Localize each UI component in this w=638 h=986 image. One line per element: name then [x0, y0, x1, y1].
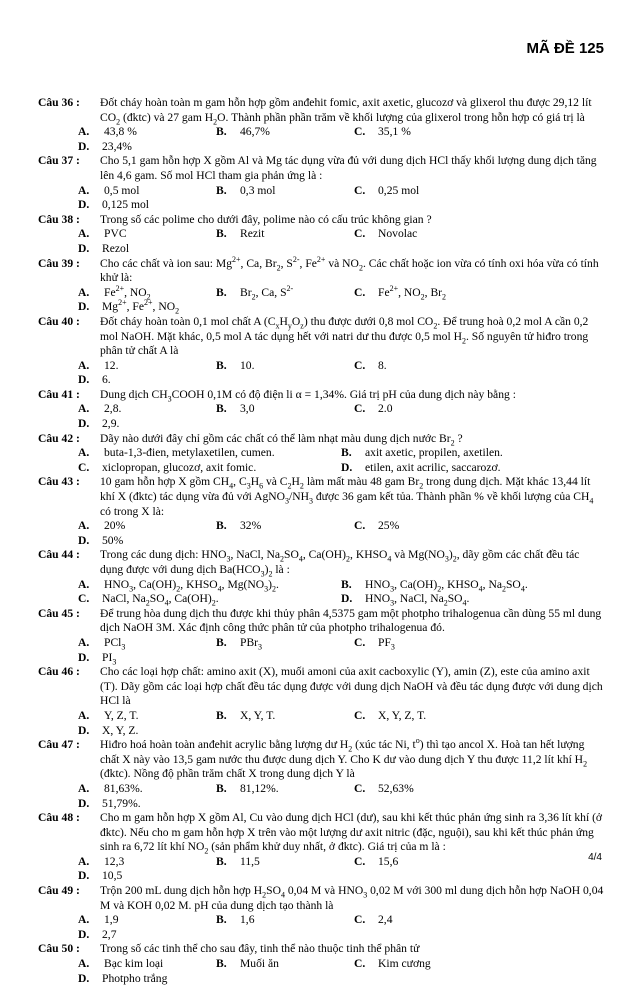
- option-letter: D.: [78, 869, 90, 883]
- answer-option: [78, 461, 341, 476]
- answer-options: [38, 636, 604, 665]
- option-letter: C.: [354, 635, 366, 649]
- option-text: 25%: [378, 519, 400, 533]
- option-letter: D.: [78, 927, 90, 941]
- answer-option: [354, 709, 492, 724]
- question-list: [38, 96, 604, 986]
- question-text: Cho 5,1 gam hỗn hợp X gồm Al và Mg tác dụng vừa đủ với dung dịch HCl thấy khối lượng dung dịch tăng lên 4,6 gam. Số mol HCl tham gia phản ứng là :: [100, 154, 597, 182]
- question-text: Đốt cháy hoàn toàn 0,1 mol chất A $(C_xH_yO_z)$ thu được dưới 0,8 mol $CO_2$. Để trung hoà 0,2 mol A cần 0,2 mol NaOH. Mặt khác, 0,5 mol A tác dụng hết với natri dư thu được 0,5 mol $H_2$. Số nguyên tử hiđro trong phân tử chất A là: [100, 314, 589, 358]
- option-text: 0,3 mol: [240, 183, 276, 197]
- question-text: Hiđro hoá hoàn toàn anđehit acrylic bằng lượng dư $H_2$ (xúc tác Ni, $t^o$) thì tạo ancol X. Hoà tan hết lượng chất X này vào 13,5 gam nước thu được dung dịch Y. Cho K dư vào dung dịch Y thu được 11,2 lít khí $H_2$ (đktc). Nồng độ phần trăm chất X trong dung dịch Y là: [100, 736, 588, 781]
- option-text: 0,25 mol: [378, 183, 420, 197]
- option-letter: C.: [78, 460, 90, 474]
- answer-option: [354, 957, 492, 972]
- question-number: Câu 49 :: [38, 884, 80, 898]
- answer-option: [216, 782, 354, 797]
- option-text: $Br_2$, Ca, $S^{2-}$: [240, 283, 294, 302]
- answer-options: [38, 913, 604, 942]
- option-text: X, Y, Z, T.: [378, 708, 427, 722]
- option-letter: C.: [354, 913, 366, 927]
- option-letter: C.: [354, 854, 366, 868]
- option-text: 52,63%: [378, 781, 414, 795]
- option-letter: D.: [78, 723, 90, 737]
- answer-option: [78, 359, 216, 374]
- answer-options: [38, 402, 604, 431]
- option-text: 0,5 mol: [104, 183, 140, 197]
- question: [38, 388, 604, 432]
- option-text: 20%: [104, 519, 126, 533]
- question: [38, 154, 604, 212]
- option-letter: B.: [216, 708, 227, 722]
- option-letter: A.: [78, 854, 90, 868]
- answer-options: [38, 184, 604, 213]
- answer-option: [216, 709, 354, 724]
- option-text: $Fe^{2+}$, $NO_2$: [104, 283, 151, 302]
- answer-option: [78, 184, 216, 199]
- option-letter: A.: [78, 285, 90, 299]
- option-letter: B.: [216, 913, 227, 927]
- option-letter: D.: [78, 533, 90, 547]
- option-text: 8.: [378, 358, 387, 372]
- answer-options: [38, 283, 604, 316]
- option-letter: C.: [354, 781, 366, 795]
- question: [38, 607, 604, 665]
- answer-option: [216, 184, 354, 199]
- question-stem: [38, 942, 604, 957]
- answer-option: [78, 417, 216, 432]
- option-letter: A.: [78, 125, 90, 139]
- option-letter: D.: [78, 971, 90, 985]
- answer-option: [216, 913, 354, 928]
- option-text: $HNO_3$, $Ca(OH)_2$, $KHSO_4$, $Na_2SO_4$.: [365, 577, 528, 593]
- option-letter: A.: [78, 913, 90, 927]
- question-text: Cho m gam hỗn hợp X gồm Al, Cu vào dung dịch HCl (dư), sau khi kết thúc phản ứng sinh ra 3,36 lít khí (ở đktc). Nếu cho m gam hỗn hợp X trên vào một lượng dư axit nitric (đặc, nguội), sau khi kết thúc phản ứng sinh ra 6,72 lít khí $NO_2$ (sản phẩm khử duy nhất, ở đktc). Giá trị của m là :: [100, 811, 603, 856]
- question-text: Trong số các tinh thể cho sau đây, tinh thể nào thuộc tinh thể phân tử: [100, 942, 420, 956]
- question-stem: [38, 475, 604, 519]
- option-letter: A.: [78, 358, 90, 372]
- answer-option: [78, 242, 216, 257]
- option-text: 81,12%.: [240, 781, 279, 795]
- option-text: buta-1,3-đien, metylaxetilen, cumen.: [104, 446, 275, 460]
- answer-options: [38, 519, 604, 548]
- question-stem: [38, 738, 604, 782]
- option-text: 6.: [102, 373, 111, 387]
- answer-option: [216, 636, 354, 651]
- option-letter: C.: [354, 125, 366, 139]
- question: [38, 254, 604, 316]
- option-letter: D.: [78, 198, 90, 212]
- option-text: X, Y, Z.: [102, 723, 139, 737]
- option-text: 12,3: [104, 854, 125, 868]
- question-stem: [38, 213, 604, 228]
- option-letter: A.: [78, 227, 90, 241]
- option-text: 35,1 %: [378, 125, 411, 139]
- option-text: Rezit: [240, 227, 265, 241]
- option-text: X, Y, T.: [240, 708, 276, 722]
- question-number: Câu 39 :: [38, 256, 80, 270]
- option-letter: B.: [216, 854, 227, 868]
- option-text: 81,63%.: [104, 781, 143, 795]
- question-number: Câu 38 :: [38, 212, 80, 226]
- answer-option: [78, 578, 341, 593]
- question-stem: [38, 811, 604, 855]
- question-stem: [38, 607, 604, 636]
- option-text: PVC: [104, 227, 127, 241]
- option-letter: D.: [341, 592, 353, 606]
- answer-options: [38, 359, 604, 388]
- option-letter: C.: [354, 402, 366, 416]
- answer-option: [78, 198, 216, 213]
- question-text: 10 gam hỗn hợp X gồm $CH_4$, $C_3H_6$ và $C_2H_2$ làm mất màu 48 gam $Br_2$ trong dung dịch. Mặt khác 13,44 lít khí X (đktc) tác dụng vừa đủ với $AgNO_3/NH_3$ được 36 gam kết tủa. Thành phần % về khối lượng của $CH_4$ có trong X là:: [100, 475, 594, 518]
- option-text: 2,7: [102, 927, 117, 941]
- question: [38, 432, 604, 476]
- question-number: Câu 42 :: [38, 431, 80, 445]
- question-number: Câu 43 :: [38, 475, 80, 489]
- question: [38, 738, 604, 811]
- question-number: Câu 41 :: [38, 387, 80, 401]
- option-letter: A.: [78, 781, 90, 795]
- question-stem: [38, 96, 604, 125]
- answer-option: [78, 125, 216, 140]
- option-text: PCl$_3$: [104, 635, 126, 652]
- option-text: 2,9.: [102, 417, 120, 431]
- answer-option: [216, 227, 354, 242]
- option-text: Novolac: [378, 227, 418, 241]
- answer-option: [216, 957, 354, 972]
- option-letter: B.: [216, 285, 227, 299]
- answer-option: [354, 913, 492, 928]
- option-text: $HNO_3$, NaCl, $Na_2SO_4$.: [365, 592, 470, 608]
- answer-option: [78, 972, 216, 986]
- answer-option: [78, 782, 216, 797]
- answer-option: [354, 402, 492, 417]
- answer-option: [78, 855, 216, 870]
- question-number: Câu 40 :: [38, 314, 80, 328]
- question-text: Cho các loại hợp chất: amino axit (X), muối amoni của axit cacboxylic (Y), amin (Z), este của amino axit (T). Dãy gồm các loại hợp chất đều tác dụng được với dung dịch NaOH và đều tác dụng được với dung dịch HCl là: [100, 665, 603, 708]
- answer-option: [78, 913, 216, 928]
- answer-option: [216, 402, 354, 417]
- answer-option: [78, 869, 216, 884]
- question-number: Câu 47 :: [38, 738, 80, 752]
- option-letter: A.: [78, 446, 90, 460]
- question-number: Câu 48 :: [38, 811, 80, 825]
- option-letter: D.: [78, 241, 90, 255]
- option-letter: A.: [78, 519, 90, 533]
- option-text: xiclopropan, glucozơ, axit fomic.: [102, 460, 257, 474]
- question-text: Cho các chất và ion sau: $Mg^{2+}$, Ca, $Br_2$, $S^{2-}$, $Fe^{2+}$ và $NO_2$. Các chất hoặc ion vừa có tính oxi hóa vừa có tính khử là:: [100, 254, 599, 285]
- answer-option: [216, 359, 354, 374]
- answer-option: [78, 724, 216, 739]
- answer-option: [78, 928, 216, 943]
- option-letter: D.: [78, 300, 90, 314]
- option-letter: D.: [341, 460, 353, 474]
- option-letter: A.: [78, 183, 90, 197]
- question-text: Trộn 200 mL dung dịch hỗn hợp $H_2SO_4$ 0,04 M và $HNO_3$ 0,02 M với 300 ml dung dịch hỗn hợp NaOH 0,04 M và KOH 0,02 M. pH của dung dịch tạo thành là: [100, 884, 604, 912]
- question-number: Câu 36 :: [38, 96, 80, 109]
- option-text: PBr$_3$: [240, 635, 263, 652]
- question-stem: [38, 254, 604, 286]
- option-letter: B.: [216, 957, 227, 971]
- page-number: 4/4: [588, 852, 602, 863]
- answer-options: [38, 125, 604, 154]
- option-text: axit axetic, propilen, axetilen.: [365, 446, 503, 460]
- question: [38, 942, 604, 986]
- answer-option: [354, 227, 492, 242]
- answer-option: [78, 227, 216, 242]
- question-stem: [38, 315, 604, 359]
- option-text: Muối ăn: [240, 957, 279, 971]
- answer-option: [78, 797, 216, 812]
- question-number: Câu 37 :: [38, 154, 80, 168]
- answer-option: [78, 140, 216, 155]
- option-letter: B.: [216, 402, 227, 416]
- option-letter: B.: [216, 183, 227, 197]
- option-text: 50%: [102, 533, 124, 547]
- answer-option: [354, 184, 492, 199]
- option-letter: C.: [354, 358, 366, 372]
- option-letter: B.: [216, 635, 227, 649]
- answer-option: [341, 578, 604, 593]
- option-text: 12.: [104, 358, 119, 372]
- option-text: 15,6: [378, 854, 399, 868]
- option-letter: D.: [78, 650, 90, 664]
- question-text: Trong số các polime cho dưới đây, polime nào có cấu trúc không gian ?: [100, 212, 432, 226]
- option-letter: C.: [78, 592, 90, 606]
- answer-option: [78, 373, 216, 388]
- option-text: $HNO_3$, $Ca(OH)_2$, $KHSO_4$, $Mg(NO_3)_2$.: [104, 577, 279, 593]
- answer-option: [78, 957, 216, 972]
- option-text: NaCl, $Na_2SO_4$, $Ca(OH)_2$.: [102, 592, 219, 608]
- answer-option: [78, 446, 341, 461]
- option-letter: D.: [78, 373, 90, 387]
- question-stem: [38, 388, 604, 403]
- question: [38, 811, 604, 884]
- answer-options: [38, 578, 604, 607]
- answer-option: [78, 592, 341, 607]
- option-letter: A.: [78, 635, 90, 649]
- answer-option: [354, 855, 492, 870]
- option-text: 32%: [240, 519, 262, 533]
- option-text: 2,4: [378, 913, 393, 927]
- answer-option: [78, 534, 216, 549]
- answer-options: [38, 957, 604, 986]
- answer-options: [38, 782, 604, 811]
- question: [38, 315, 604, 388]
- option-text: 0,125 mol: [102, 198, 150, 212]
- answer-option: [216, 855, 354, 870]
- answer-option: [341, 461, 604, 476]
- question-text: Để trung hòa dung dịch thu được khi thủy phân 4,5375 gam một photpho trihalogenua cần dùng 55 ml dung dịch NaOH 3M. Xác định công thức phân tử của photpho trihalogenua đó.: [100, 606, 602, 635]
- answer-options: [38, 709, 604, 738]
- question-stem: [38, 548, 604, 577]
- option-letter: C.: [354, 957, 366, 971]
- option-letter: A.: [78, 708, 90, 722]
- option-letter: C.: [354, 708, 366, 722]
- answer-option: [78, 300, 216, 315]
- question-text: Trong các dung dịch: $HNO_3$, NaCl, $Na_2SO_4$, $Ca(OH)_2$, $KHSO_4$ và $Mg(NO_3)_2$, dãy gồm các chất đều tác dụng được với dung dịch $Ba(HCO_3)_2$ là :: [100, 548, 580, 579]
- option-letter: B.: [216, 781, 227, 795]
- option-letter: B.: [216, 227, 227, 241]
- question: [38, 548, 604, 606]
- answer-options: [38, 855, 604, 884]
- answer-option: [354, 636, 492, 651]
- option-text: 51,79%.: [102, 796, 141, 810]
- answer-option: [354, 125, 492, 140]
- option-text: 2.0: [378, 402, 393, 416]
- question-stem: [38, 154, 604, 183]
- option-letter: C.: [354, 183, 366, 197]
- option-letter: A.: [78, 577, 90, 591]
- answer-option: [216, 283, 354, 302]
- option-letter: C.: [354, 285, 366, 299]
- question-stem: [38, 665, 604, 709]
- answer-option: [78, 519, 216, 534]
- question-stem: [38, 884, 604, 913]
- option-text: 43,8 %: [104, 125, 137, 139]
- option-text: 1,6: [240, 913, 255, 927]
- option-letter: C.: [354, 227, 366, 241]
- answer-option: [216, 519, 354, 534]
- option-text: $PF_3$: [378, 635, 395, 652]
- option-letter: B.: [341, 446, 352, 460]
- option-letter: C.: [354, 519, 366, 533]
- option-text: Y, Z, T.: [104, 708, 139, 722]
- exam-code: MÃ ĐỀ 125: [526, 40, 604, 57]
- question-stem: [38, 432, 604, 447]
- answer-option: [341, 592, 604, 607]
- answer-option: [78, 636, 216, 651]
- option-letter: B.: [216, 519, 227, 533]
- question-number: Câu 44 :: [38, 548, 80, 562]
- option-letter: B.: [341, 577, 352, 591]
- question-number: Câu 50 :: [38, 942, 80, 956]
- option-letter: A.: [78, 402, 90, 416]
- question-text: Đốt cháy hoàn toàn m gam hỗn hợp gồm anđehit fomic, axit axetic, glucozơ và glixerol thu được 29,12 lít $CO_2$ (đktc) và 27 gam $H_2O$. Thành phần phần trăm về khối lượng của glixerol trong hỗn hợp có giá trị là: [100, 96, 592, 126]
- question: [38, 665, 604, 738]
- option-text: $Mg^{2+}$, $Fe^{2+}$, $NO_2$: [102, 298, 180, 316]
- option-text: 1,9: [104, 913, 119, 927]
- question-text: Dãy nào dưới đây chỉ gồm các chất có thể làm nhạt màu dung dịch nước $Br_2$ ?: [100, 431, 463, 447]
- answer-option: [78, 709, 216, 724]
- option-text: Kim cương: [378, 957, 431, 971]
- question-text: Dung dịch $CH_3COOH$ 0,1M có độ điện li α = 1,34%. Giá trị pH của dung dịch này bằng :: [100, 387, 516, 404]
- option-letter: A.: [78, 957, 90, 971]
- answer-option: [78, 402, 216, 417]
- option-text: $Fe^{2+}$, $NO_2$, $Br_2$: [378, 283, 447, 302]
- question-number: Câu 45 :: [38, 606, 80, 620]
- question: [38, 213, 604, 257]
- option-letter: D.: [78, 417, 90, 431]
- option-letter: B.: [216, 358, 227, 372]
- option-text: 46,7%: [240, 125, 270, 139]
- option-text: 11,5: [240, 854, 260, 868]
- answer-option: [78, 651, 216, 666]
- answer-options: [38, 446, 604, 475]
- option-text: Photpho trắng: [102, 971, 168, 985]
- option-text: 2,8.: [104, 402, 122, 416]
- option-letter: D.: [78, 139, 90, 153]
- answer-option: [341, 446, 604, 461]
- answer-option: [354, 519, 492, 534]
- option-letter: B.: [216, 125, 227, 139]
- option-text: etilen, axit acrilic, saccarozơ.: [365, 460, 501, 474]
- answer-option: [354, 782, 492, 797]
- option-text: 10,5: [102, 869, 123, 883]
- answer-option: [216, 125, 354, 140]
- question-number: Câu 46 :: [38, 665, 80, 679]
- answer-options: [38, 227, 604, 256]
- option-text: Bạc kim loại: [104, 957, 164, 971]
- option-letter: D.: [78, 796, 90, 810]
- option-text: 23,4%: [102, 139, 132, 153]
- answer-option: [354, 283, 492, 302]
- option-text: $PI_3$: [102, 650, 117, 666]
- option-text: Rezol: [102, 241, 130, 255]
- option-text: 3,0: [240, 402, 255, 416]
- question: [38, 475, 604, 548]
- question: [38, 884, 604, 942]
- answer-option: [354, 359, 492, 374]
- option-text: 10.: [240, 358, 255, 372]
- question: [38, 96, 604, 154]
